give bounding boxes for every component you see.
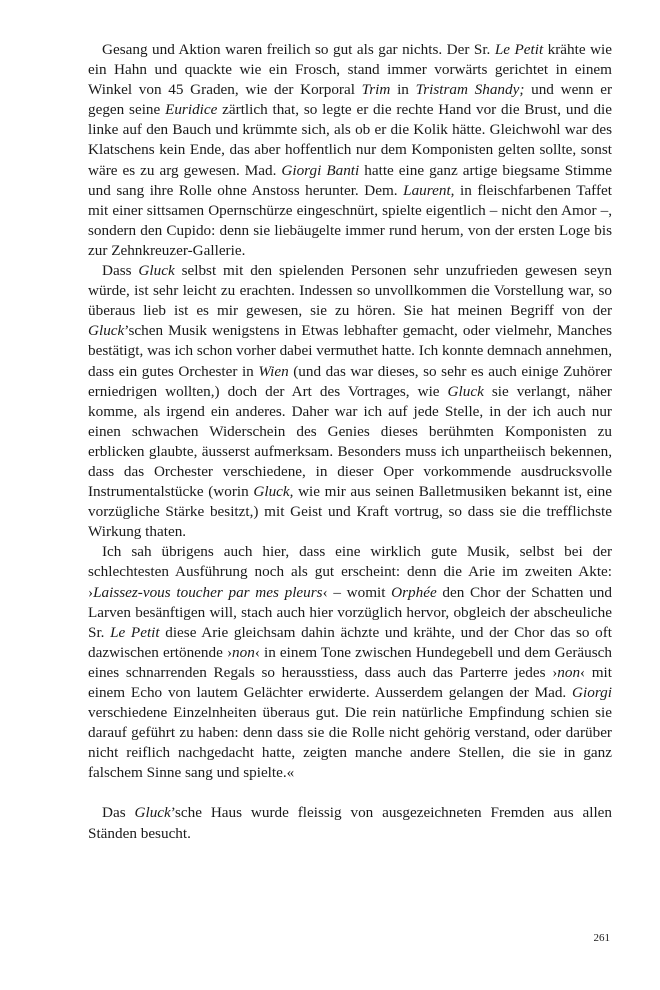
italic-text: Gluck [447, 382, 484, 400]
text-run: Ich sah übrigens auch hier, dass eine wirklich gute Musik, selbst bei der schlechtesten Ausführung noch als gut erscheint: denn die Arie im zweiten Akte: › [88, 543, 612, 601]
italic-text: Gluck [138, 262, 175, 280]
text-run: den Chor der Schatten und Larven besänftigen will, stach auch hier vorzüglich hervor, obgleich der abscheuliche Sr. [88, 583, 612, 641]
text-run: ’schen Musik wenigstens in Etwas lebhafter gemacht, oder vielmehr, Manches bestätigt, was ich schon vorher dabei vermuthet hatte. Ich konnte demnach annehmen, dass ein gutes Orchester in [88, 322, 612, 380]
text-run: krähte wie ein Hahn und quackte wie ein Frosch, stand immer vorwärts gerichtet in einem Winkel von 45 Graden, wie der Korporal [88, 41, 612, 99]
body-text [88, 40, 612, 844]
paragraph [88, 40, 612, 261]
paragraph [88, 542, 612, 783]
italic-text: Laurent, [403, 181, 455, 199]
paragraph [88, 261, 612, 542]
text-run: (und das war dieses, so sehr es auch einige Zuhörer erniedrigen wollten,) doch der Art des Vortrages, wie [88, 362, 612, 400]
italic-text: Giorgi [572, 684, 612, 701]
text-run: ‹ in einem Tone zwischen Hundegebell und dem Geräusch eines schnarrenden Regals so herausstiess, dass auch das Parterre jedes › [88, 643, 613, 681]
text-run: zärtlich that, so legte er die rechte Hand vor die Brust, und die linke auf den Bauch und krümmte sich, als ob er die Kolik hätte. Gleichwohl war des Klatschens kein Ende, das aber hoffentlich nur dem Komponisten gelten sollte, sonst wäre es zu arg gewesen. Mad. [88, 101, 612, 179]
text-run: sie verlangt, näher komme, als irgend ein anderes. Daher war ich auf jede Stelle, in der ich auch nur einen schwachen Widerschein des Genies dieses berühmten Komponisten zu erblicken glaubte, äusserst aufmerksam. Besonders muss ich unpartheiisch bekennen, dass das Orchester verschiedene, in dieser Oper vorkommende ausdrucksvolle Instrumentalstücke (worin [88, 382, 612, 501]
text-run: Dass [102, 262, 139, 280]
italic-text: Le Petit [494, 41, 544, 58]
italic-text: Euridice [165, 101, 218, 119]
italic-text: Wien [258, 362, 289, 380]
text-run: verschiedene Einzelnheiten überaus gut. Die rein natürliche Empfindung schien sie darauf geführt zu haben: denn dass sie die Rolle nicht gehörig verstand, oder darüber nicht reiflich nachgedacht hatte, zeigten manche andere Stellen, die sie in ganz falschem Sinne sang und spielte.« [88, 704, 612, 782]
italic-text: Gluck, [253, 483, 294, 501]
text-run: ‹ mit einem Echo von lautem Gelächter erwiderte. Ausserdem gelangen der Mad. [88, 663, 612, 701]
italic-text: Gluck [134, 804, 171, 822]
paragraph [88, 803, 612, 843]
italic-text: Orphée [391, 583, 437, 601]
text-run: und wenn er gegen seine [88, 81, 612, 119]
italic-text: Tristram Shandy; [415, 81, 525, 99]
text-run: ‹ – womit [322, 583, 392, 601]
text-run: wie mir aus seinen Balletmusiken bekannt ist, eine vorzügliche Stärke besitzt,) mit Geist und Kraft vortrug, so dass sie die trefflichste Wirkung thaten. [88, 483, 612, 541]
italic-text: non [557, 663, 581, 681]
text-run: in [390, 81, 416, 99]
text-run: hatte eine ganz artige biegsame Stimme und sang ihre Rolle ohne Anstoss herunter. Dem. [88, 161, 612, 199]
text-run: Gesang und Aktion waren freilich so gut als gar nichts. Der Sr. [102, 41, 495, 58]
italic-text: Trim [361, 81, 391, 99]
italic-text: non [232, 643, 255, 661]
italic-text: Gluck [88, 322, 125, 340]
text-run: Das [102, 804, 135, 822]
text-run: selbst mit den spielenden Personen sehr unzufrieden gewesen seyn würde, ist sehr leicht zu erachten. Indessen so unvollkommen die Vorstellung war, so überaus lieb ist es mir gewesen, sie zu hören. Sie hat meinen Begriff von der [88, 262, 613, 320]
italic-text: Le Petit [110, 623, 160, 641]
italic-text: Laissez-vous toucher par mes pleurs [93, 583, 323, 601]
italic-text: Giorgi Banti [281, 161, 360, 179]
page-number: 261 [593, 932, 610, 944]
text-run: ’sche Haus wurde fleissig von ausgezeichneten Fremden aus allen Ständen besucht. [88, 804, 613, 842]
text-run: in fleischfarbenen Taffet mit einer sittsamen Opernschürze eingeschnürt, spielte eigentlich – nicht den Amor –, sondern den Cupido: denn sie liebäugelte immer rund herum, von der ersten Loge bis zur Zehnkreuzer-Gallerie. [88, 181, 612, 259]
text-run: diese Arie gleichsam dahin ächzte und krähte, und der Chor das so oft dazwischen ertönende › [88, 623, 612, 661]
